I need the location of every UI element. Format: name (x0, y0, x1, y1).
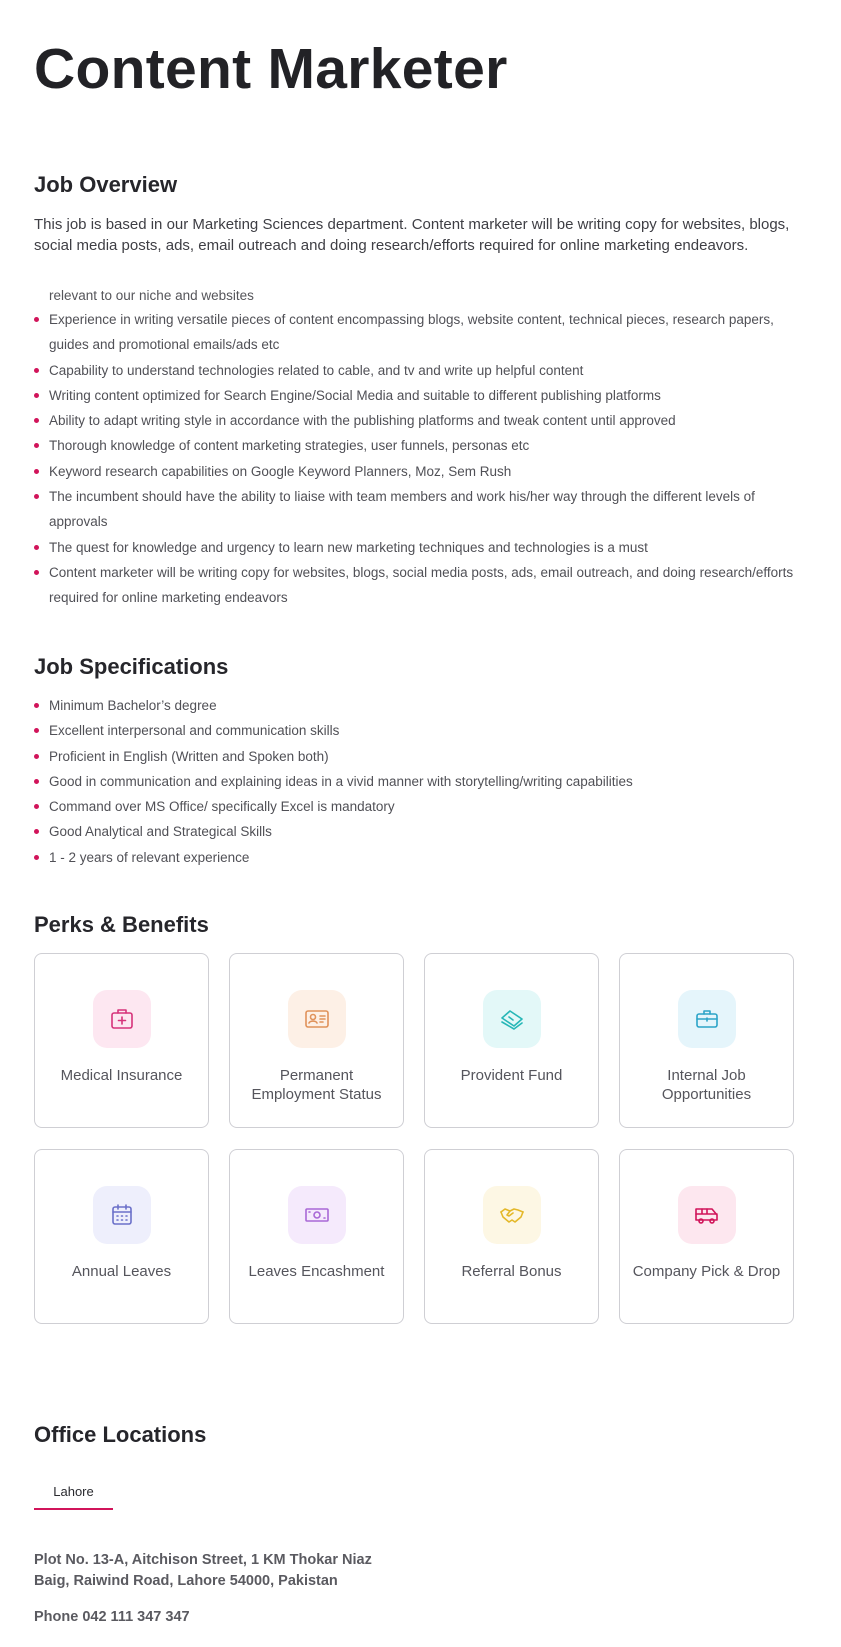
perk-card-internal-job (619, 953, 794, 1128)
perks-benefits-heading: Perks & Benefits (34, 912, 209, 937)
list-item: Minimum Bachelor’s degree (34, 693, 794, 718)
list-item: Good in communication and explaining ideas in a vivid manner with storytelling/writing capabilities (34, 769, 794, 794)
list-item: 1 - 2 years of relevant experience (34, 845, 794, 870)
perk-card-medical-insurance (34, 953, 209, 1128)
van-icon (678, 1186, 736, 1244)
list-item: Thorough knowledge of content marketing strategies, user funnels, personas etc (34, 433, 794, 458)
perk-label: Referral Bonus (461, 1263, 562, 1280)
perk-label: Leaves Encashment (248, 1263, 385, 1280)
list-item: The incumbent should have the ability to liaise with team members and work his/her way through the different levels of approvals (34, 484, 794, 535)
list-item: Content marketer will be writing copy for websites, blogs, social media posts, ads, email outreach, and doing research/efforts required for online marketing endeavors (34, 560, 794, 611)
address-line-1: Plot No. 13-A, Aitchison Street, 1 KM Thokar Niaz (34, 1552, 372, 1568)
office-locations-heading: Office Locations (34, 1422, 207, 1447)
office-address (34, 1550, 372, 1592)
list-item: Capability to understand technologies related to cable, and tv and write up helpful content (34, 358, 794, 383)
perk-label: Annual Leaves (71, 1263, 172, 1280)
job-specifications-heading: Job Specifications (34, 654, 229, 679)
list-item: Good Analytical and Strategical Skills (34, 819, 794, 844)
perk-card-provident-fund (424, 953, 599, 1128)
list-item: Ability to adapt writing style in accordance with the publishing platforms and tweak content until approved (34, 408, 794, 433)
medical-kit-icon (93, 990, 151, 1048)
perk-card-permanent-employment (229, 953, 404, 1128)
list-item: Proficient in English (Written and Spoken both) (34, 744, 794, 769)
briefcase-icon (678, 990, 736, 1048)
banknote-icon (288, 1186, 346, 1244)
money-hand-icon (483, 990, 541, 1048)
list-item: Keyword research capabilities on Google Keyword Planners, Moz, Sem Rush (34, 459, 794, 484)
perk-label: Company Pick & Drop (632, 1263, 781, 1280)
job-overview-heading: Job Overview (34, 172, 178, 197)
overview-partial-line: relevant to our niche and websites (49, 288, 254, 303)
office-phone: Phone 042 111 347 347 (34, 1609, 190, 1625)
perk-card-annual-leaves (34, 1149, 209, 1324)
perk-label: Permanent Employment Status (251, 1067, 382, 1103)
perk-label: Provident Fund (460, 1067, 563, 1084)
calendar-icon (93, 1186, 151, 1244)
perk-card-company-pick-drop (619, 1149, 794, 1324)
perk-label: Medical Insurance (60, 1067, 183, 1084)
list-item: Command over MS Office/ specifically Excel is mandatory (34, 794, 794, 819)
tab-lahore[interactable]: Lahore (34, 1480, 113, 1510)
list-item: The quest for knowledge and urgency to learn new marketing techniques and technologies is a must (34, 535, 794, 560)
perks-grid (34, 953, 794, 1324)
address-line-2: Baig, Raiwind Road, Lahore 54000, Pakistan (34, 1573, 338, 1589)
list-item: Experience in writing versatile pieces of content encompassing blogs, website content, technical pieces, research papers, guides and promotional emails/ads etc (34, 307, 794, 358)
perk-card-leaves-encashment (229, 1149, 404, 1324)
perk-label: Internal Job Opportunities (661, 1067, 752, 1103)
list-item: Writing content optimized for Search Engine/Social Media and suitable to different publishing platforms (34, 383, 794, 408)
handshake-icon (483, 1186, 541, 1244)
id-card-icon (288, 990, 346, 1048)
specifications-list (34, 693, 794, 870)
overview-list (34, 307, 794, 611)
list-item: Excellent interpersonal and communication skills (34, 718, 794, 743)
page-title: Content Marketer (34, 37, 508, 101)
perk-card-referral-bonus (424, 1149, 599, 1324)
job-overview-text: This job is based in our Marketing Sciences department. Content marketer will be writing copy for websites, blogs, social media posts, ads, email outreach and doing research/efforts required for online marketing endeavors. (34, 216, 790, 254)
